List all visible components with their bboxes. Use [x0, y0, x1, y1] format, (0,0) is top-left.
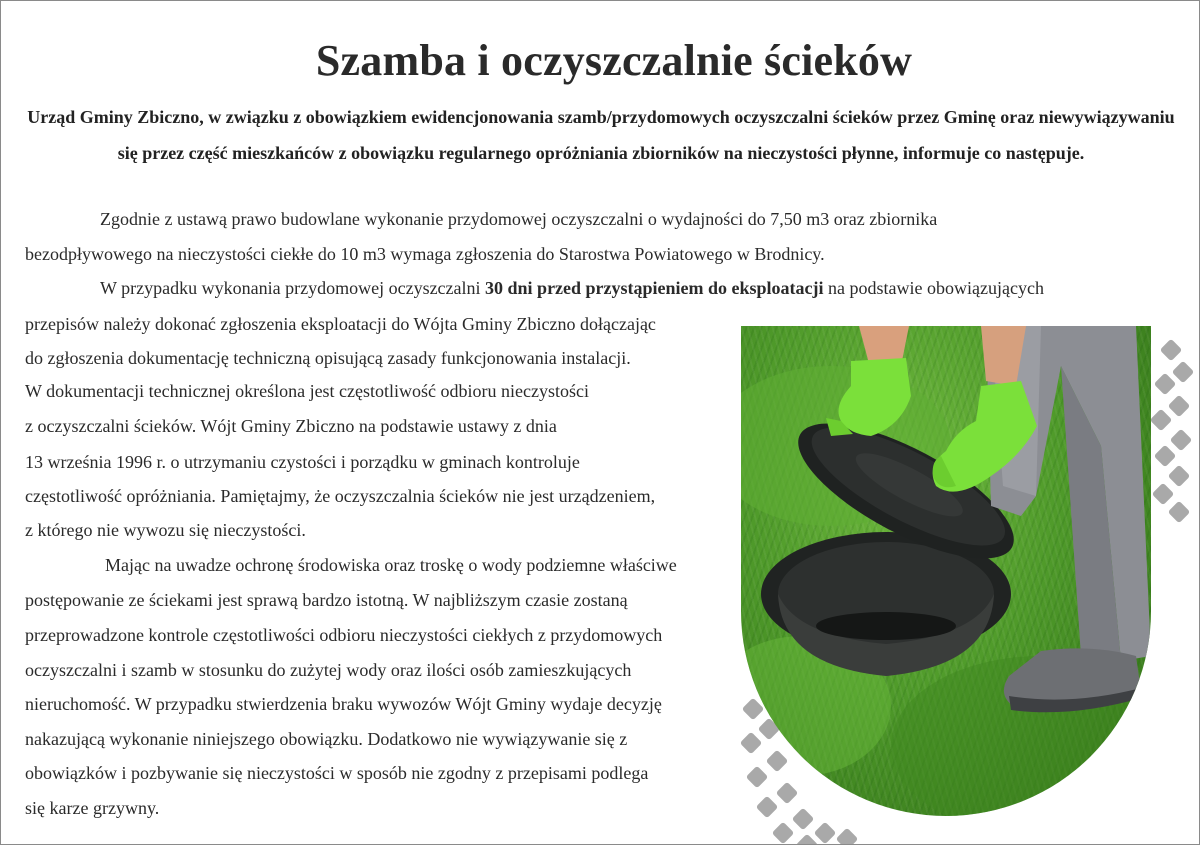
- page-title: Szamba i oczyszczalnie ścieków: [315, 36, 913, 85]
- p3-line-7: obowiązków i pozbywanie się nieczystości w sposób nie zgodny z przepisami podlega: [25, 763, 649, 783]
- p3-line-3: przeprowadzone kontrole częstotliwości odbioru nieczystości ciekłych z przydomowych: [25, 625, 663, 645]
- p3-line-6: nakazującą wykonanie niniejszego obowiązku. Dodatkowo nie wywiązywanie się z: [25, 729, 628, 749]
- p1-line-2: bezodpływowego na nieczystości ciekłe do 10 m3 wymaga zgłoszenia do Starostwa Powiatowego w Brodnicy.: [25, 244, 825, 264]
- p3-line-5: nieruchomość. W przypadku stwierdzenia braku wywozów Wójt Gminy wydaje decyzję: [25, 694, 662, 714]
- p1-line-1: Zgodnie z ustawą prawo budowlane wykonanie przydomowej oczyszczalni o wydajności do 7,50 m3 oraz zbiornika: [100, 209, 938, 229]
- p3-line-8: się karze grzywny.: [25, 798, 160, 818]
- intro-paragraph: Urząd Gminy Zbiczno, w związku z obowiązkiem ewidencjonowania szamb/przydomowych oczyszczalni ścieków przez Gminę oraz niewywiązywaniu się przez część mieszkańców z obowiązku regularnego opróżniania zbiorników na nieczystości płynne, informuje co następuje.: [27, 107, 1175, 163]
- p2-line-1-bold: 30 dni przed przystąpieniem do eksploatacji: [485, 278, 824, 298]
- p2-line-5: z oczyszczalni ścieków. Wójt Gminy Zbiczno na podstawie ustawy z dnia: [25, 416, 557, 436]
- p2-line-1: [100, 278, 1044, 298]
- p2-line-7: częstotliwość opróżniania. Pamiętajmy, że oczyszczalnia ścieków nie jest urządzeniem,: [25, 486, 656, 506]
- right-dots-decoration: [1149, 336, 1194, 526]
- p2-line-1-before: W przypadku wykonania przydomowej oczyszczalni: [100, 278, 486, 298]
- p2-line-6: 13 września 1996 r. o utrzymaniu czystości i porządku w gminach kontroluje: [25, 452, 580, 472]
- p2-line-8: z którego nie wywozu się nieczystości.: [25, 520, 306, 540]
- p3-line-2: postępowanie ze ściekami jest sprawą bardzo istotną. W najbliższym czasie zostaną: [25, 590, 628, 610]
- p3-line-4: oczyszczalni i szamb w stosunku do zużytej wody oraz ilości osób zamieszkujących: [25, 660, 632, 680]
- septic-tank-photo: [741, 326, 1151, 816]
- p2-line-2: przepisów należy dokonać zgłoszenia eksploatacji do Wójta Gminy Zbiczno dołączając: [25, 314, 656, 334]
- photo-illustration: [741, 326, 1151, 816]
- p2-line-4: W dokumentacji technicznej określona jest częstotliwość odbioru nieczystości: [25, 381, 589, 401]
- p2-line-1-after: na podstawie obowiązujących: [823, 278, 1044, 298]
- p2-line-3: do zgłoszenia dokumentację techniczną opisującą zasady funkcjonowania instalacji.: [25, 348, 631, 368]
- p3-line-1: Mając na uwadze ochronę środowiska oraz troskę o wody podziemne właściwe: [105, 555, 677, 575]
